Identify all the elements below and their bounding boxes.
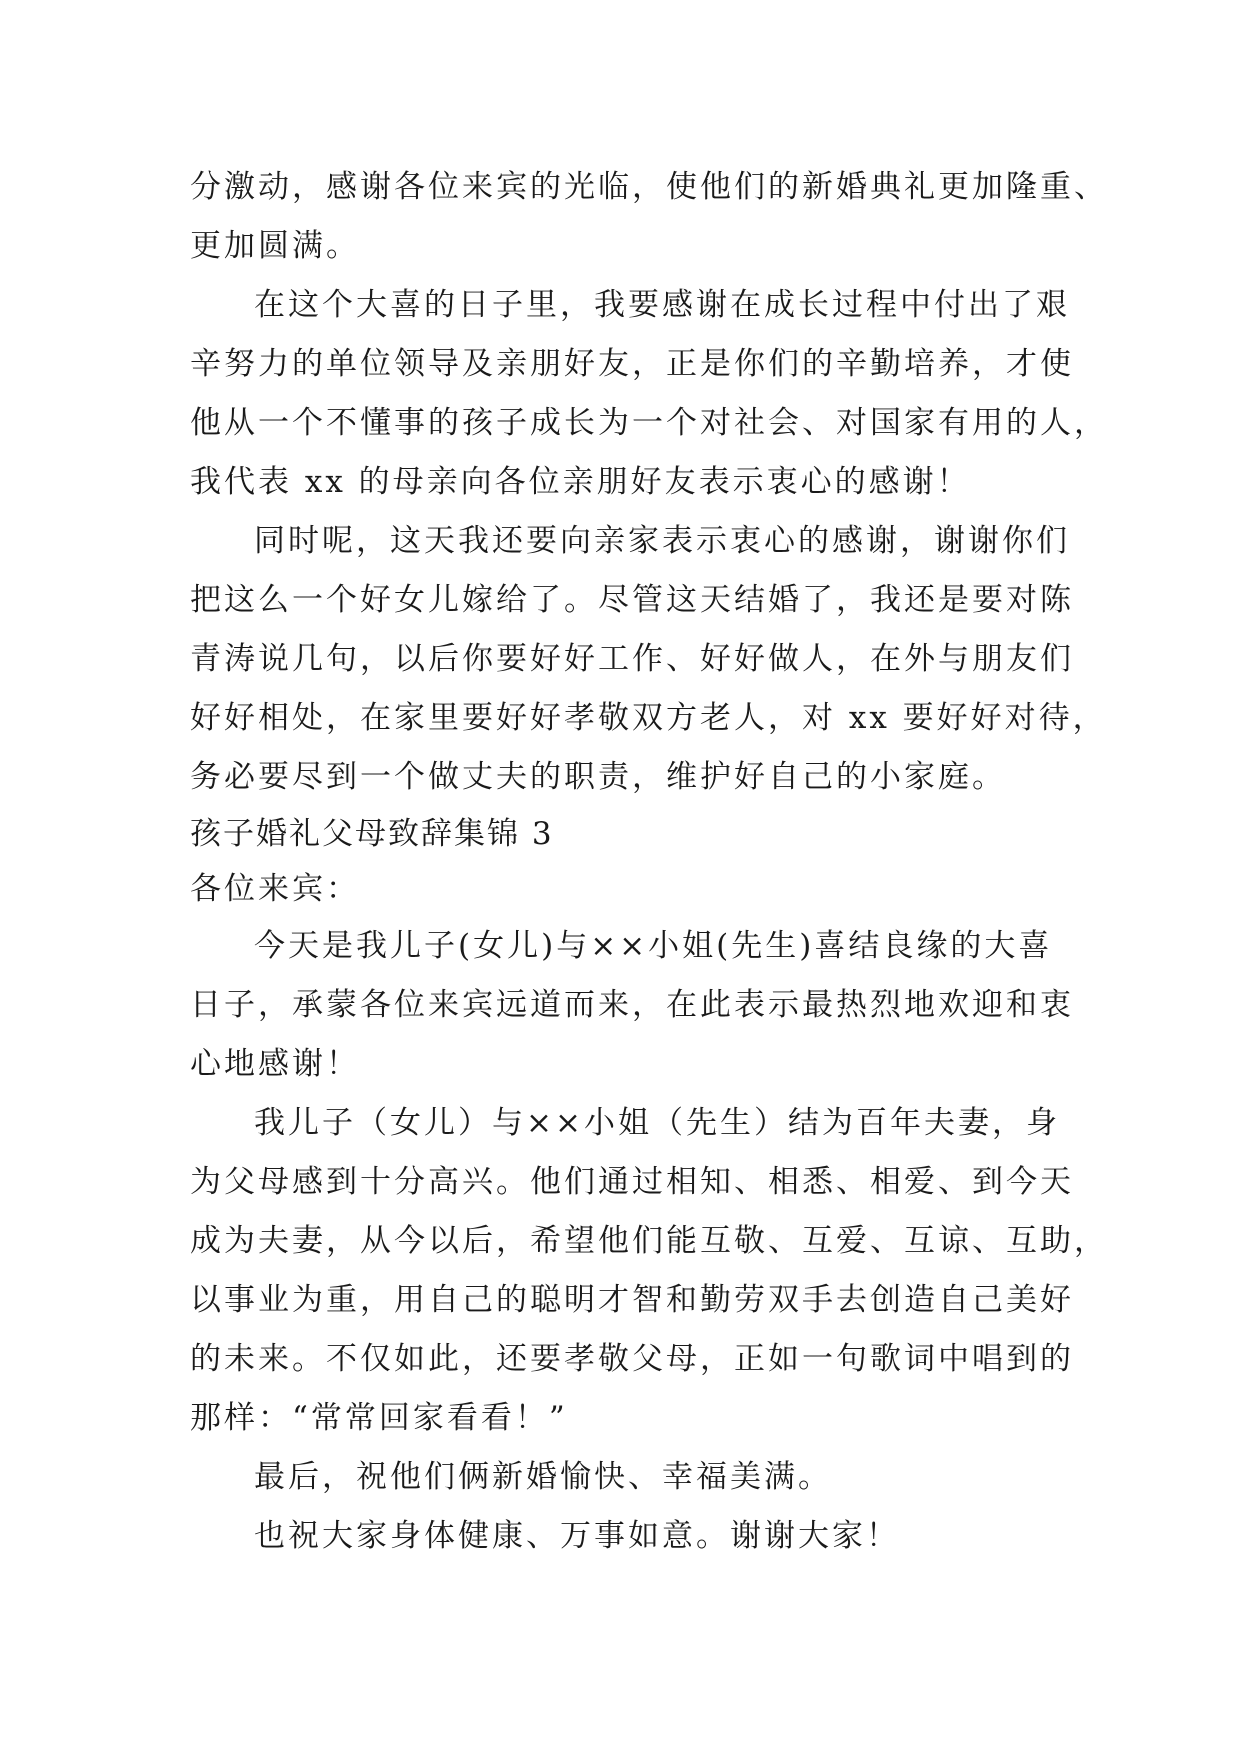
paragraph-first-line: 我儿子（女儿）与××小姐（先生）结为百年夫妻，身: [254, 1105, 1060, 1141]
paragraph-line: 好好相处，在家里要好好孝敬双方老人，对 xx 要好好对待，: [190, 700, 1107, 736]
paragraph-line: 我代表 xx 的母亲向各位亲朋好友表示衷心的感谢！: [190, 464, 971, 500]
paragraph-first-line: 最后，祝他们俩新婚愉快、幸福美满。: [254, 1459, 832, 1495]
paragraph-line: 把这么一个好女儿嫁给了。尽管这天结婚了，我还是要对陈: [190, 582, 1074, 618]
paragraph-line: 分激动，感谢各位来宾的光临，使他们的新婚典礼更加隆重、: [190, 169, 1108, 205]
document-body: [190, 158, 1108, 1566]
paragraph-line: 那样：“常常回家看看！”: [190, 1400, 568, 1436]
salutation: 各位来宾：: [190, 871, 360, 907]
paragraph-line: 辛努力的单位领导及亲朋好友，正是你们的辛勤培养，才使: [190, 346, 1074, 382]
paragraph-line: 日子，承蒙各位来宾远道而来，在此表示最热烈地欢迎和衷: [190, 987, 1074, 1023]
paragraph-line: 务必要尽到一个做丈夫的职责，维护好自己的小家庭。: [190, 759, 1006, 795]
paragraph-line: 的未来。不仅如此，还要孝敬父母，正如一句歌词中唱到的: [190, 1341, 1074, 1377]
paragraph-line: 成为夫妻，从今以后，希望他们能互敬、互爱、互谅、互助，: [190, 1223, 1108, 1259]
paragraph-first-line: 也祝大家身体健康、万事如意。谢谢大家！: [254, 1518, 900, 1554]
paragraph-line: 为父母感到十分高兴。他们通过相知、相悉、相爱、到今天: [190, 1164, 1074, 1200]
paragraph-first-line: 今天是我儿子(女儿)与××小姐(先生)喜结良缘的大喜: [254, 928, 1053, 964]
paragraph-line: 心地感谢！: [190, 1046, 360, 1082]
section-heading: 孩子婚礼父母致辞集锦 3: [190, 816, 554, 852]
paragraph-first-line: 同时呢，这天我还要向亲家表示衷心的感谢，谢谢你们: [254, 523, 1070, 559]
paragraph-line: 以事业为重，用自己的聪明才智和勤劳双手去创造自己美好: [190, 1282, 1074, 1318]
paragraph-line: 他从一个不懂事的孩子成长为一个对社会、对国家有用的人，: [190, 405, 1108, 441]
paragraph-first-line: 在这个大喜的日子里，我要感谢在成长过程中付出了艰: [254, 287, 1070, 323]
paragraph-line: 青涛说几句，以后你要好好工作、好好做人，在外与朋友们: [190, 641, 1074, 677]
paragraph-line: 更加圆满。: [190, 228, 360, 264]
